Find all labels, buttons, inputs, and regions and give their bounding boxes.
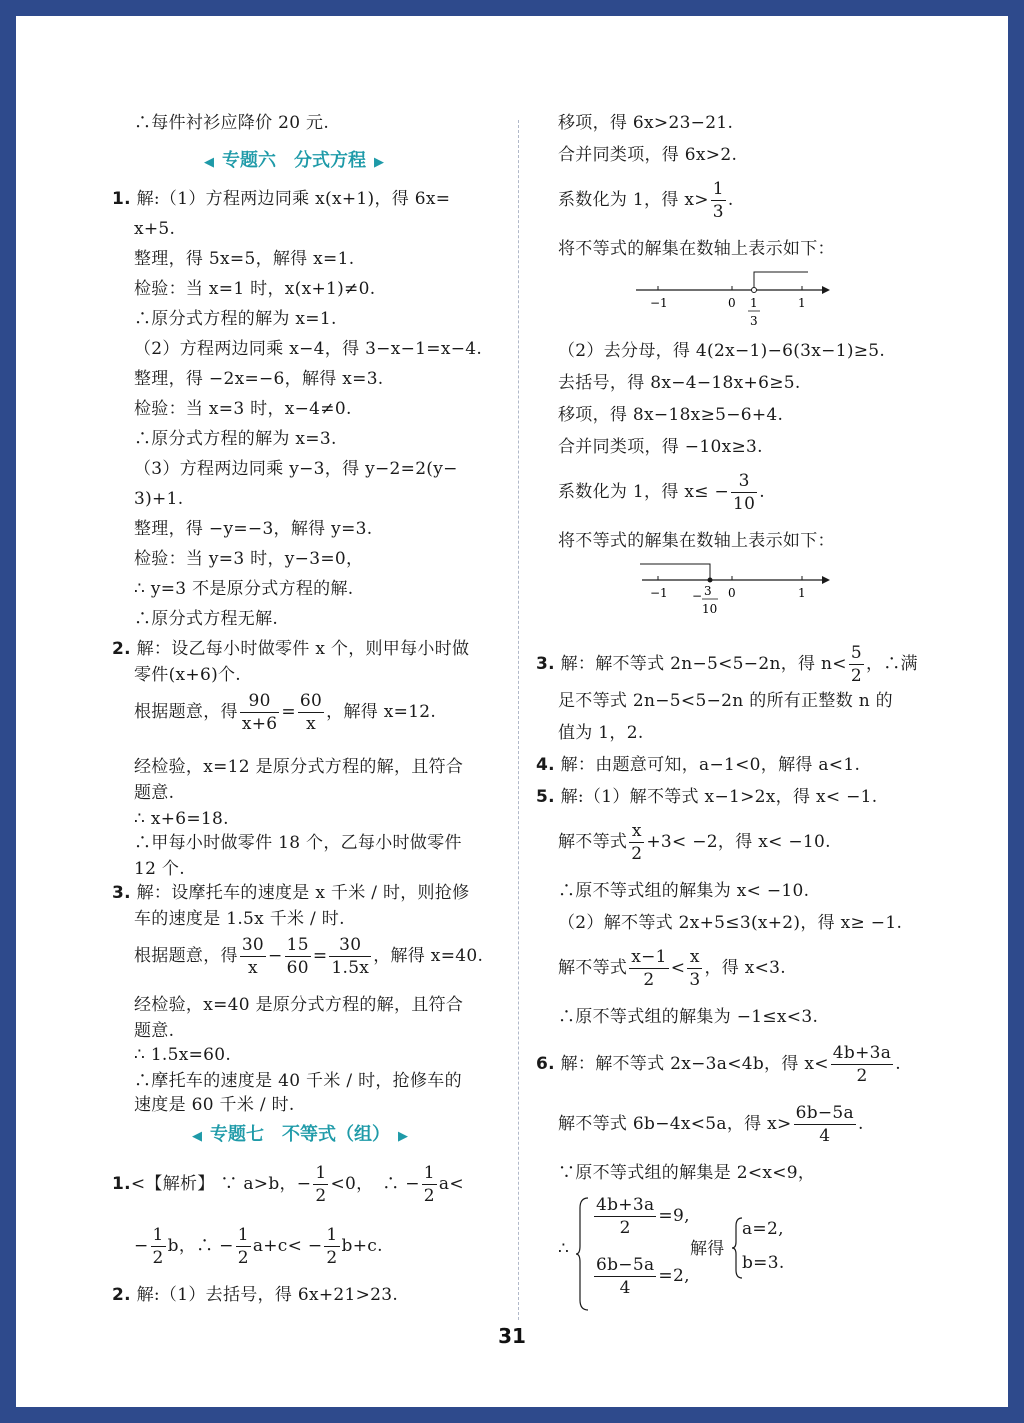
text-line: （2）解不等式 2x+5≤3(x+2)，得 x≥ −1. <box>558 913 903 933</box>
text: ，解得 x=12. <box>326 702 437 722</box>
text-line: ∴ 1.5x=60. <box>134 1045 232 1065</box>
solution-range <box>640 564 710 580</box>
numerator: x <box>687 946 702 969</box>
denominator: 2 <box>856 1066 868 1086</box>
text-line: 整理，得 −2x=−6，解得 x=3. <box>134 369 384 389</box>
equation-line <box>558 470 765 515</box>
text-line: ∴原分式方程的解为 x=1. <box>134 309 337 329</box>
tick-label: 1 <box>798 586 806 600</box>
denominator: 2 <box>326 1248 338 1268</box>
problem-number: 3. <box>536 654 555 674</box>
numerator: 30 <box>329 934 371 957</box>
numerator: 3 <box>731 470 757 493</box>
text-line: ∴摩托车的速度是 40 千米 / 时，抢修车的 <box>134 1071 462 1091</box>
tick-label: −1 <box>650 296 668 310</box>
text-line: 合并同类项，得 −10x≥3. <box>558 437 763 457</box>
left-brace-icon <box>576 1196 590 1312</box>
denominator: 4 <box>619 1278 631 1298</box>
solution-b: b=3. <box>742 1253 785 1273</box>
text-line: 去括号，得 8x−4−18x+6≥5. <box>558 373 801 393</box>
numerator: 1 <box>423 1163 435 1183</box>
fraction <box>849 642 864 687</box>
fraction <box>831 1042 893 1087</box>
text: =9, <box>658 1206 690 1226</box>
fraction <box>731 470 757 515</box>
numerator: 30 <box>241 935 265 955</box>
text: 解：解不等式 2n−5<5−2n，得 n< <box>560 654 847 674</box>
text-line: 合并同类项，得 6x>2. <box>558 145 738 165</box>
text-line: 移项，得 6x>23−21. <box>558 113 734 133</box>
text: ，∴满 <box>865 654 918 674</box>
text: = <box>281 702 296 722</box>
text-line: 将不等式的解集在数轴上表示如下： <box>558 239 835 259</box>
text: +3< −2，得 x< −10. <box>646 832 831 852</box>
section-title-text: 专题六 分式方程 <box>222 150 366 171</box>
numerator: 1 <box>712 179 724 199</box>
text: 解:（1）方程两边同乘 x(x+1)，得 6x= <box>136 189 451 209</box>
right-triangle-icon: ▶ <box>398 1129 408 1144</box>
ineq-problem-5 <box>536 786 877 808</box>
text-line: 整理，得 5x=5，解得 x=1. <box>134 249 355 269</box>
tick-label: 1 <box>798 296 806 310</box>
text: . <box>895 1054 901 1074</box>
equation-line <box>558 1102 864 1147</box>
equation-line <box>558 178 734 223</box>
text: 解：设摩托车的速度是 x 千米 / 时，则抢修 <box>136 883 470 903</box>
therefore-symbol: ∴ <box>558 1239 570 1259</box>
text-line: ∴甲每小时做零件 18 个，乙每小时做零件 <box>134 833 462 853</box>
column-divider <box>518 120 519 1320</box>
text-line: ∴ y=3 不是原分式方程的解. <box>134 579 354 599</box>
text-line: 解得 <box>690 1239 725 1259</box>
number-line-1 <box>636 268 836 332</box>
tick-label: 0 <box>728 586 736 600</box>
numerator: 1 <box>152 1225 164 1245</box>
denominator: 2 <box>631 844 643 864</box>
text: 解：设乙每小时做零件 x 个，则甲每小时做 <box>136 639 470 659</box>
equation-line <box>558 946 786 991</box>
text: a< <box>438 1174 464 1194</box>
text-line: 移项，得 8x−18x≥5−6+4. <box>558 405 784 425</box>
denominator: 10 <box>733 494 756 514</box>
text: =2, <box>658 1266 690 1286</box>
text: 系数化为 1，得 x> <box>558 190 709 210</box>
text-line: 题意. <box>134 1021 175 1041</box>
arrow-icon <box>822 286 830 294</box>
numerator: 6b−5a <box>596 1255 655 1275</box>
text-line: x+5. <box>134 219 176 239</box>
text: . <box>858 1114 864 1134</box>
fraction <box>629 820 644 865</box>
numerator: 1 <box>237 1225 249 1245</box>
problem-number: 2. <box>112 639 131 659</box>
text-line: 零件(x+6)个. <box>134 665 242 685</box>
page <box>16 16 1008 1407</box>
closed-point <box>708 578 713 583</box>
numerator: 60 <box>299 691 323 711</box>
text: ，得 x<3. <box>704 958 786 978</box>
numerator: x−1 <box>631 947 667 967</box>
denominator: 2 <box>315 1186 327 1206</box>
numerator: 6b−5a <box>795 1103 854 1123</box>
denominator: 2 <box>152 1248 164 1268</box>
system-eq-1 <box>592 1194 690 1239</box>
text-line: 检验：当 x=1 时，x(x+1)≠0. <box>134 279 376 299</box>
text-line: ∴原分式方程的解为 x=3. <box>134 429 337 449</box>
left-triangle-icon: ◀ <box>204 155 214 170</box>
text-line: 检验：当 y=3 时，y−3=0， <box>134 549 364 569</box>
text: <【解析】 ∵ a>b，− <box>130 1174 312 1194</box>
text: a+c< − <box>252 1236 323 1256</box>
numerator: 1 <box>315 1163 327 1183</box>
problem-number: 2. <box>112 1285 131 1305</box>
text: b，∴ − <box>167 1236 234 1256</box>
problem-number: 4. <box>536 755 555 775</box>
fraction <box>629 946 669 991</box>
text: . <box>727 190 734 210</box>
text: 解不等式 <box>558 832 628 852</box>
denominator: 3 <box>689 970 701 990</box>
section-title-text: 专题七 不等式（组） <box>210 1124 390 1145</box>
text-line: ∴原分式方程无解. <box>134 609 279 629</box>
numerator: 4b+3a <box>596 1195 655 1215</box>
text-line: ∴原不等式组的解集为 x< −10. <box>558 881 810 901</box>
problem-number: 6. <box>536 1054 555 1074</box>
fraction <box>422 1162 437 1207</box>
solution-a: a=2, <box>742 1219 784 1239</box>
number-line-2 <box>636 560 836 624</box>
numerator: 1 <box>326 1225 338 1245</box>
text: = <box>312 946 328 966</box>
numerator: 15 <box>286 935 309 955</box>
text: 解：解不等式 2x−3a<4b，得 x< <box>560 1054 829 1074</box>
tick-label: 3 <box>750 314 758 328</box>
numerator: 90 <box>240 690 280 713</box>
denominator: 2 <box>237 1248 249 1268</box>
tick-label: 10 <box>702 602 718 616</box>
tick-label: 3 <box>704 584 712 598</box>
arrow-icon <box>822 576 830 584</box>
problem-number: 3. <box>112 883 131 903</box>
text: 系数化为 1，得 x≤ − <box>558 482 730 502</box>
text: 解不等式 <box>558 958 628 978</box>
text-line: （2）方程两边同乘 x−4，得 3−x−1=x−4. <box>134 339 483 359</box>
text: − <box>134 1236 149 1256</box>
text-line: 经检验，x=40 是原分式方程的解，且符合 <box>134 995 464 1015</box>
text: 解：由题意可知，a−1<0，解得 a<1. <box>560 755 861 775</box>
text-line: 经检验，x=12 是原分式方程的解，且符合 <box>134 757 464 777</box>
open-point <box>752 288 757 293</box>
ineq-problem-4 <box>536 754 860 776</box>
text: ，解得 x=40. <box>373 946 484 966</box>
system-eq-2 <box>592 1254 690 1299</box>
left-triangle-icon: ◀ <box>192 1129 202 1144</box>
text: < <box>670 958 686 978</box>
page-number: 31 <box>498 1324 526 1348</box>
denominator: 1.5x <box>331 958 370 978</box>
text: b+c. <box>341 1236 383 1256</box>
denominator: x <box>247 958 258 978</box>
equation-line <box>558 820 831 865</box>
fraction <box>594 1194 656 1239</box>
fraction <box>594 1254 656 1299</box>
denominator: 2 <box>619 1218 631 1238</box>
text-line: （3）方程两边同乘 y−3，得 y−2=2(y− <box>134 459 458 479</box>
numerator: 4b+3a <box>832 1043 892 1063</box>
ineq-problem-6 <box>536 1042 901 1087</box>
tick-label: 1 <box>750 296 758 310</box>
right-triangle-icon: ▶ <box>374 155 384 170</box>
denominator: 2 <box>643 970 655 990</box>
text-line: 3)+1. <box>134 489 184 509</box>
text-line: （2）去分母，得 4(2x−1)−6(3x−1)≥5. <box>558 341 886 361</box>
denominator: 4 <box>819 1126 831 1146</box>
text: 解:（1）解不等式 x−1>2x，得 x< −1. <box>560 787 878 807</box>
fraction <box>687 946 702 991</box>
text-line: 检验：当 x=3 时，x−4≠0. <box>134 399 352 419</box>
denominator: x+6 <box>241 714 278 734</box>
numerator: 5 <box>850 643 862 663</box>
text-line: ∵原不等式组的解集是 2<x<9， <box>558 1163 816 1183</box>
denominator: 3 <box>712 202 724 222</box>
text-line: 值为 1，2. <box>558 723 644 743</box>
text: 解不等式 6b−4x<5a，得 x> <box>558 1114 792 1134</box>
problem-number: 1. <box>112 189 131 209</box>
text: <0， ∴ − <box>330 1174 420 1194</box>
text-line: ∴ x+6=18. <box>134 809 229 829</box>
text-line: ∴每件衬衫应降价 20 元. <box>134 113 330 133</box>
tick-label: 0 <box>728 296 736 310</box>
denominator: 60 <box>286 958 309 978</box>
text: 根据题意，得 <box>134 702 238 722</box>
numerator: x <box>629 820 644 843</box>
problem-number: 1. <box>112 1174 131 1194</box>
ineq-problem-3 <box>536 642 918 687</box>
text-line: 将不等式的解集在数轴上表示如下： <box>558 531 835 551</box>
text-line: 题意. <box>134 783 175 803</box>
tick-label: − <box>692 589 703 603</box>
text-line: 整理，得 −y=−3，解得 y=3. <box>134 519 373 539</box>
text: − <box>268 946 283 966</box>
text: . <box>759 482 765 502</box>
text-line: ∴原不等式组的解集为 −1≤x<3. <box>558 1007 819 1027</box>
tick-label: −1 <box>650 586 668 600</box>
denominator: 2 <box>850 666 862 686</box>
fraction <box>794 1102 856 1147</box>
denominator: x <box>306 714 316 734</box>
problem-number: 5. <box>536 787 555 807</box>
text: 解:（1）去括号，得 6x+21>23. <box>136 1285 399 1305</box>
fraction <box>711 178 726 223</box>
solution-range <box>754 272 808 290</box>
text-line: 12 个. <box>134 859 185 879</box>
text-line: 车的速度是 1.5x 千米 / 时. <box>134 909 345 929</box>
text-line: 速度是 60 千米 / 时. <box>134 1095 295 1115</box>
text-line: 足不等式 2n−5<5−2n 的所有正整数 n 的 <box>558 691 893 711</box>
denominator: 2 <box>423 1186 435 1206</box>
text: 根据题意，得 <box>134 946 238 966</box>
